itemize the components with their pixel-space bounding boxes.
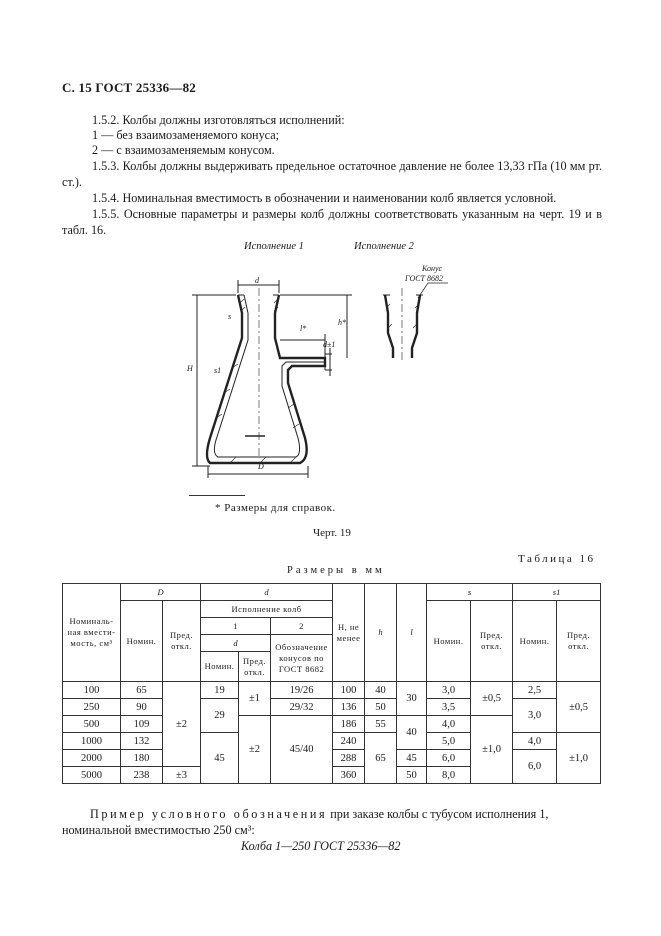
header-s-nominal: Номин. bbox=[427, 601, 471, 682]
dim-label-H: H bbox=[187, 364, 193, 373]
header-s: s bbox=[427, 584, 513, 601]
dimensions-table bbox=[62, 583, 601, 784]
header-variant-1: 1 bbox=[201, 618, 271, 635]
header-variant-2: 2 bbox=[271, 618, 333, 635]
header-capacity: Номиналь-ная вмести-мость, см³ bbox=[63, 584, 121, 682]
figure-title: Черт. 19 bbox=[313, 527, 351, 539]
cell-capacity: 500 bbox=[63, 716, 121, 733]
cell-s: 6,0 bbox=[427, 750, 471, 767]
header-l: l bbox=[397, 584, 427, 682]
header-s1: s1 bbox=[513, 584, 601, 601]
cell-D-tolerance-small: ±2 bbox=[163, 682, 201, 767]
dim-label-l: l* bbox=[300, 324, 307, 333]
cone-leader bbox=[418, 283, 448, 298]
cell-s1-tolerance-small: ±0,5 bbox=[557, 682, 601, 733]
cell-h: 50 bbox=[365, 699, 397, 716]
cone-label-2: ГОСТ 8682 bbox=[405, 274, 444, 283]
cell-s1: 2,5 bbox=[513, 682, 557, 699]
header-d: d bbox=[201, 584, 333, 601]
cell-D: 132 bbox=[121, 733, 163, 750]
header-D: D bbox=[121, 584, 201, 601]
header-d-tolerance: Пред. откл. bbox=[239, 652, 271, 682]
cell-capacity: 250 bbox=[63, 699, 121, 716]
cell-h-large: 65 bbox=[365, 733, 397, 784]
dim-label-s: s bbox=[228, 312, 232, 321]
paragraph-variant-1: 1 — без взаимозаменяемого конуса; bbox=[92, 128, 280, 142]
example-paragraph bbox=[62, 806, 602, 838]
cell-d-tolerance-large: ±2 bbox=[239, 716, 271, 784]
cell-s: 3,0 bbox=[427, 682, 471, 699]
cell-D: 109 bbox=[121, 716, 163, 733]
example-designation: Колба 1—250 ГОСТ 25336—82 bbox=[241, 839, 401, 853]
paragraph-1-5-3: 1.5.3. Колбы должны выдерживать предельное остаточное давление не более 13,33 гПа (10 мм рт. ст.). bbox=[62, 159, 602, 189]
cell-s: 5,0 bbox=[427, 733, 471, 750]
cell-s: 4,0 bbox=[427, 716, 471, 733]
cell-D: 90 bbox=[121, 699, 163, 716]
table-row bbox=[63, 699, 601, 716]
dim-label-s1: s1 bbox=[214, 366, 222, 375]
cell-d: 19 bbox=[201, 682, 239, 699]
cell-d: 29 bbox=[201, 699, 239, 733]
page-header: С. 15 ГОСТ 25336—82 bbox=[62, 80, 196, 95]
cell-d-tolerance-small: ±1 bbox=[239, 682, 271, 716]
cell-H: 136 bbox=[333, 699, 365, 716]
cell-cone-large: 45/40 bbox=[271, 716, 333, 784]
cell-D-tolerance-5000: ±3 bbox=[163, 767, 201, 784]
header-d-sub: d bbox=[201, 635, 271, 652]
footnote-rule bbox=[189, 495, 245, 496]
header-h: h bbox=[365, 584, 397, 682]
dim-label-D: D bbox=[258, 462, 264, 471]
cell-H: 360 bbox=[333, 767, 365, 784]
table-number: Таблица 16 bbox=[518, 553, 596, 565]
header-variants: Исполнение колб bbox=[201, 601, 333, 618]
cone-label-1: Конус bbox=[422, 264, 443, 273]
example-heading: Пример условного обозначения bbox=[90, 807, 328, 821]
cell-cone: 19/26 bbox=[271, 682, 333, 699]
cell-s: 3,5 bbox=[427, 699, 471, 716]
header-H: H, не менее bbox=[333, 584, 365, 682]
flask-outer-wall bbox=[207, 295, 325, 463]
header-D-tolerance: Пред. откл. bbox=[163, 601, 201, 682]
cell-l: 45 bbox=[397, 750, 427, 767]
header-d-nominal: Номин. bbox=[201, 652, 239, 682]
figure-caption-variant-1: Исполнение 1 bbox=[244, 241, 304, 252]
figure-caption-variant-2: Исполнение 2 bbox=[354, 241, 414, 252]
table-row bbox=[63, 682, 601, 699]
dim-label-h: h* bbox=[338, 318, 346, 327]
cell-s1: 4,0 bbox=[513, 733, 557, 750]
header-D-nominal: Номин. bbox=[121, 601, 163, 682]
paragraph-1-5-2: 1.5.2. Колбы должны изготовляться исполнений: bbox=[92, 113, 345, 127]
cell-h: 40 bbox=[365, 682, 397, 699]
cell-H: 288 bbox=[333, 750, 365, 767]
cell-capacity: 100 bbox=[63, 682, 121, 699]
cell-d-large: 45 bbox=[201, 733, 239, 784]
cell-capacity: 2000 bbox=[63, 750, 121, 767]
cell-D: 238 bbox=[121, 767, 163, 784]
cell-D: 180 bbox=[121, 750, 163, 767]
paragraph-1-5-5: 1.5.5. Основные параметры и размеры колб должны соответствовать указанным на черт. 19 и в табл. 16. bbox=[62, 207, 602, 237]
dim-label-d: d bbox=[255, 276, 259, 285]
paragraph-1-5-4: 1.5.4. Номинальная вместимость в обозначении и наименовании колб является условной. bbox=[92, 191, 557, 205]
variant-2-neck-left bbox=[385, 295, 393, 358]
cell-capacity: 1000 bbox=[63, 733, 121, 750]
header-cone: Обозначение конусов по ГОСТ 8682 bbox=[271, 635, 333, 682]
cell-s: 8,0 bbox=[427, 767, 471, 784]
dim-label-d-inner: d±1 bbox=[323, 340, 336, 349]
cell-H: 186 bbox=[333, 716, 365, 733]
cell-s-tolerance-small: ±0,5 bbox=[471, 682, 513, 716]
cell-l: 50 bbox=[397, 767, 427, 784]
header-s1-nominal: Номин. bbox=[513, 601, 557, 682]
flask-drawing bbox=[180, 258, 460, 503]
cell-l: 30 bbox=[397, 682, 427, 716]
cell-H: 240 bbox=[333, 733, 365, 750]
cell-cone: 29/32 bbox=[271, 699, 333, 716]
cell-s1: 3,0 bbox=[513, 699, 557, 733]
cell-D: 65 bbox=[121, 682, 163, 699]
paragraph-variant-2: 2 — с взаимозаменяемым конусом. bbox=[92, 143, 275, 157]
figure-footnote: * Размеры для справок. bbox=[215, 502, 336, 514]
table-units: Размеры в мм bbox=[287, 565, 385, 576]
cell-l: 40 bbox=[397, 716, 427, 750]
header-s-tolerance: Пред. откл. bbox=[471, 601, 513, 682]
cell-s1-tolerance-large: ±1,0 bbox=[557, 733, 601, 784]
header-s1-tolerance: Пред. откл. bbox=[557, 601, 601, 682]
cell-h: 55 bbox=[365, 716, 397, 733]
cell-capacity: 5000 bbox=[63, 767, 121, 784]
example-text: при заказе колбы с тубусом исполнения 1, номинальной вместимостью 250 см³: bbox=[62, 807, 549, 837]
cell-s1: 6,0 bbox=[513, 750, 557, 784]
cell-H: 100 bbox=[333, 682, 365, 699]
cell-s-tolerance-large: ±1,0 bbox=[471, 716, 513, 784]
